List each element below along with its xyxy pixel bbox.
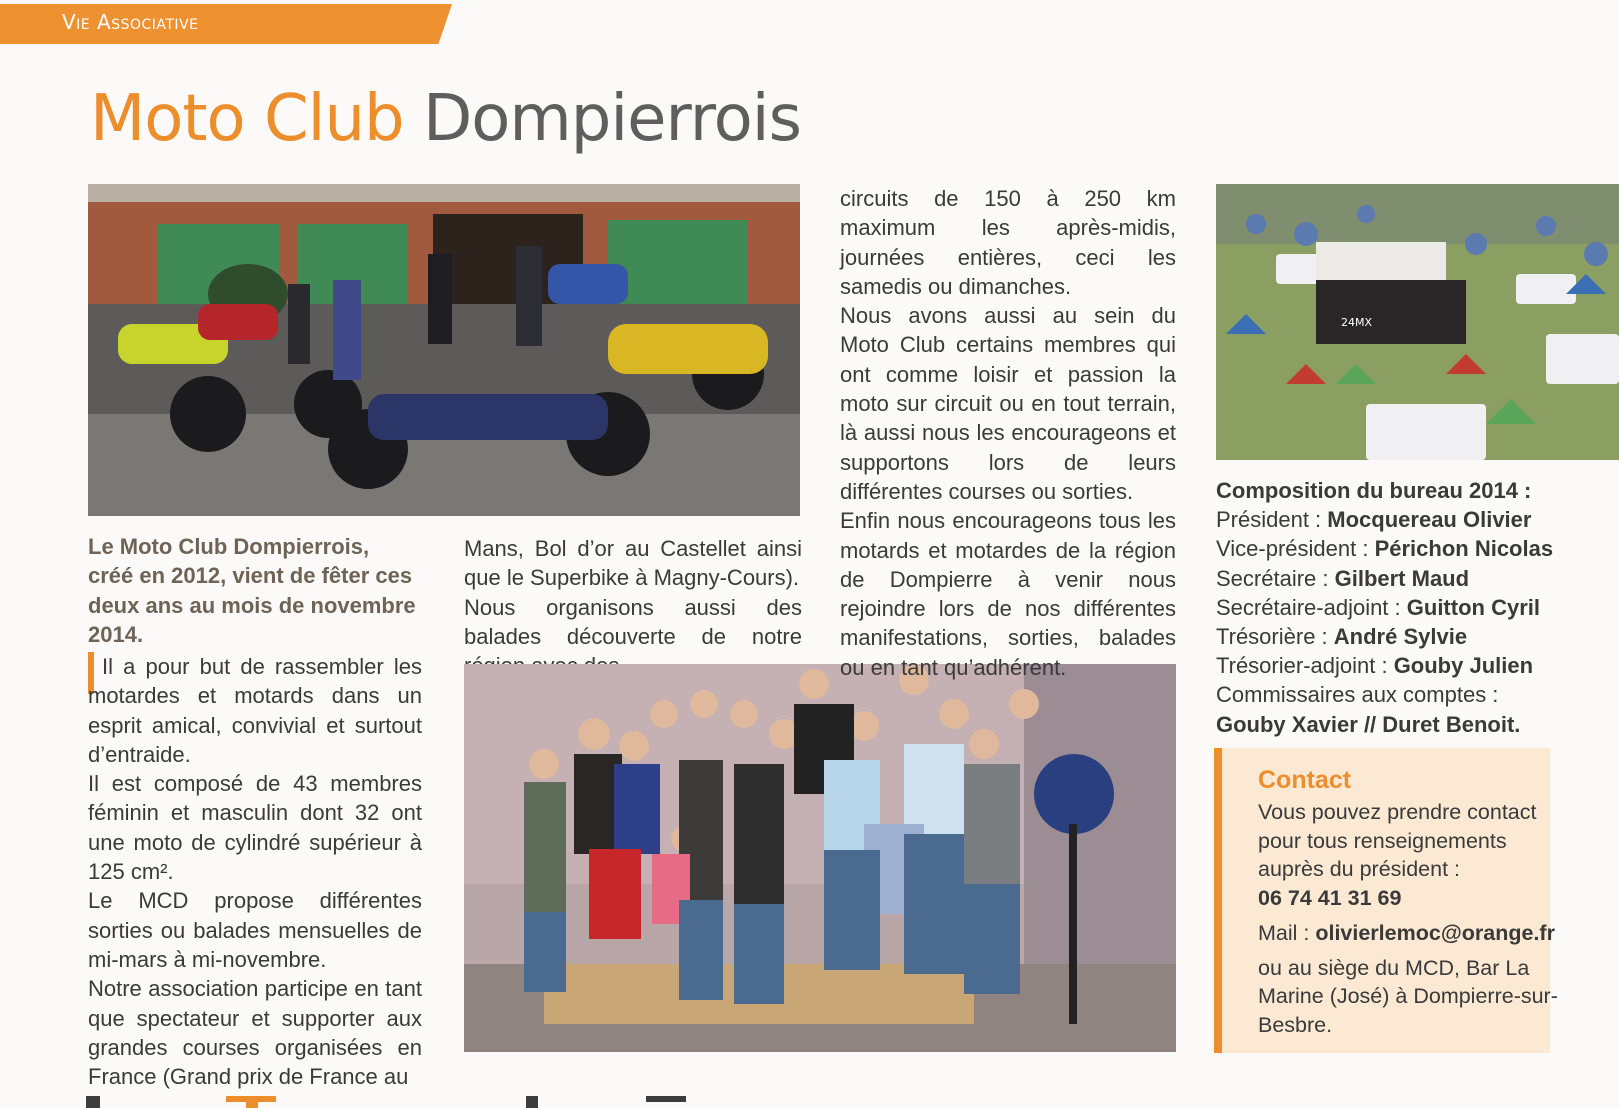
mail-label: Mail : [1258, 920, 1316, 945]
article-column-2 [464, 534, 802, 680]
contact-body [1258, 798, 1558, 1040]
paragraph: circuits de 150 à 250 km maximum les après-midis, journées entières, ceci les samedis ou dimanches. [840, 186, 1176, 299]
contact-mail-line [1258, 919, 1558, 948]
photo-campsite [1216, 184, 1619, 460]
title-part-1: Moto Club [90, 82, 404, 156]
member-name: Périchon Nicolas [1374, 536, 1554, 562]
article-column-1 [88, 652, 422, 1091]
bureau-member [1216, 651, 1596, 680]
paragraph: Il est composé de 43 membres féminin et masculin dont 32 ont une moto de cylindré supérieur à 125 cm². [88, 771, 422, 885]
article-title [90, 82, 801, 156]
member-role: Secrétaire-adjoint : [1216, 594, 1407, 620]
member-name: Mocquereau Olivier [1327, 507, 1532, 533]
paragraph: Il a pour but de rassembler les motardes et motards dans un esprit amical, convivial et surtout d’entraide. [88, 654, 422, 767]
paragraph: Le MCD propose différentes sorties ou balades mensuelles de mi-mars à mi-novembre. [88, 888, 422, 972]
bureau-member [1216, 622, 1596, 651]
bureau-member [1216, 505, 1596, 534]
member-name: Gouby Julien [1393, 653, 1534, 679]
member-role: Président : [1216, 507, 1328, 533]
contact-address: ou au siège du MCD, Bar La Marine (José) à Dompierre-sur-Besbre. [1258, 955, 1558, 1037]
auditors-label: Commissaires aux comptes : [1216, 682, 1499, 708]
contact-heading: Contact [1258, 766, 1352, 794]
member-name: Guitton Cyril [1406, 594, 1540, 620]
bureau-heading: Composition du bureau 2014 : [1216, 478, 1532, 503]
auditors-names: Gouby Xavier // Duret Benoit. [1216, 711, 1521, 737]
title-part-2: Dompierrois [422, 82, 801, 156]
next-article-heading-cutoff [86, 1088, 786, 1108]
member-role: Vice-président : [1216, 536, 1375, 562]
member-role: Secrétaire : [1216, 565, 1335, 591]
contact-accent-bar [1214, 748, 1222, 1053]
contact-intro: Vous pouvez prendre contact pour tous renseignements auprès du président : [1258, 800, 1537, 882]
paragraph: Nous organisons aussi des balades découverte de notre [464, 594, 802, 649]
member-role: Trésorier-adjoint : [1216, 653, 1394, 679]
bureau-member [1216, 564, 1596, 593]
section-label: Vie Associative [62, 10, 199, 34]
member-name: André Sylvie [1333, 624, 1468, 650]
member-name: Gilbert Maud [1334, 565, 1470, 591]
contact-email-link[interactable]: olivierlemoc@orange.fr [1315, 920, 1555, 945]
bureau-member [1216, 593, 1596, 622]
bureau-member [1216, 534, 1596, 563]
article-lead: Le Moto Club Dompierrois, créé en 2012, vient de fêter ces deux ans au mois de novembre 2014. [88, 534, 416, 647]
tent-banner-text: 24MX [1341, 316, 1373, 329]
paragraph: Mans, Bol d’or au Castellet ainsi que le Superbike à Magny-Cours). [464, 536, 802, 591]
bureau-list [1216, 476, 1596, 739]
article-column-3 [840, 184, 1176, 682]
photo-motorcycles-meetup [88, 184, 800, 516]
paragraph: Notre association participe en tant que spectateur et supporter aux grandes courses organisées en France (Grand prix de France au [88, 976, 422, 1090]
photo-group [464, 664, 1176, 1052]
paragraph: Nous avons aussi au sein du Moto Club certains membres qui ont comme loisir et passion la moto sur circuit ou en tout terrain, là aussi nous les encourageons et supportons lors de leurs différentes courses ou sorties. [840, 303, 1176, 504]
paragraph: Enfin nous encourageons tous les motards et motardes de la région de Dompierre à venir nous rejoindre lors de nos différentes manifestations, sorties, balades ou en tant qu’adhérent. [840, 508, 1176, 680]
member-role: Trésorière : [1216, 624, 1334, 650]
contact-phone[interactable]: 06 74 41 31 69 [1258, 886, 1402, 911]
